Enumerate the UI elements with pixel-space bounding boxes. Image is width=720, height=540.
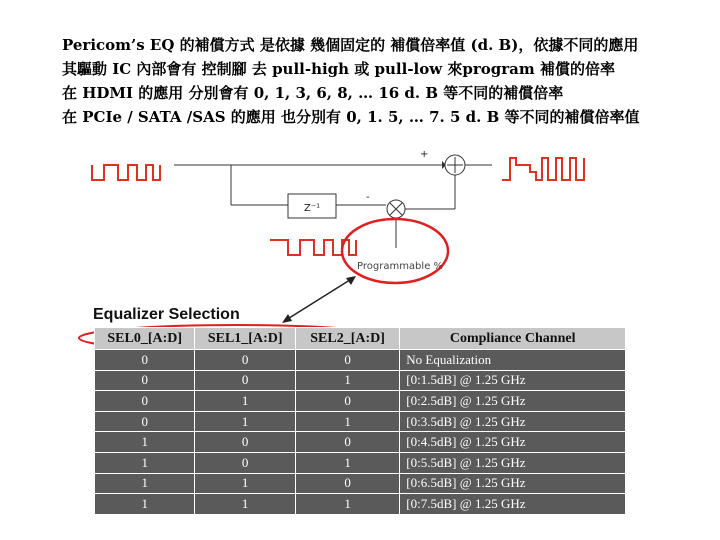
header-compliance-channel: Compliance Channel (400, 328, 626, 350)
table-row (95, 473, 626, 494)
delay-label: Z⁻¹ (304, 203, 321, 214)
table-row (95, 350, 626, 371)
sel0-cell: 0 (95, 370, 195, 391)
sel2-cell: 0 (295, 391, 399, 412)
connector-arrow (286, 278, 353, 320)
highlight-ellipse (342, 219, 448, 283)
table-row (95, 391, 626, 412)
sel1-cell: 0 (195, 452, 295, 473)
plus-sign: + (420, 149, 429, 160)
sel1-cell: 0 (195, 432, 295, 453)
sel1-cell: 1 (195, 391, 295, 412)
sel1-cell: 1 (195, 473, 295, 494)
sel1-cell: 0 (195, 350, 295, 371)
sel0-cell: 1 (95, 473, 195, 494)
connector-arrowhead-top (346, 276, 356, 285)
sel0-cell: 1 (95, 494, 195, 515)
sel0-cell: 0 (95, 391, 195, 412)
table-row (95, 452, 626, 473)
sel2-cell: 0 (295, 350, 399, 371)
sel0-cell: 1 (95, 432, 195, 453)
sel2-cell: 0 (295, 473, 399, 494)
description-line-3: 在 HDMI 的應用 分別會有 0, 1, 3, 6, 8, … 16 d. B 等不同的補償倍率 (62, 84, 564, 102)
channel-cell: [0:4.5dB] @ 1.25 GHz (400, 432, 626, 453)
table-row (95, 370, 626, 391)
connector-arrowhead-bottom (282, 314, 292, 323)
table-row (95, 494, 626, 515)
channel-cell: No Equalization (400, 350, 626, 371)
sel2-cell: 1 (295, 452, 399, 473)
sel1-cell: 0 (195, 370, 295, 391)
channel-cell: [0:7.5dB] @ 1.25 GHz (400, 494, 626, 515)
header-sel0: SEL0_[A:D] (95, 328, 195, 350)
sel0-cell: 1 (95, 452, 195, 473)
table-row (95, 432, 626, 453)
sel1-cell: 1 (195, 494, 295, 515)
channel-cell: [0:3.5dB] @ 1.25 GHz (400, 411, 626, 432)
header-sel2: SEL2_[A:D] (295, 328, 399, 350)
channel-cell: [0:2.5dB] @ 1.25 GHz (400, 391, 626, 412)
table-header-row (95, 328, 626, 350)
channel-cell: [0:5.5dB] @ 1.25 GHz (400, 452, 626, 473)
programmable-label: Programmable % (357, 261, 444, 272)
equalizer-selection-title: Equalizer Selection (93, 306, 240, 323)
sel0-cell: 0 (95, 411, 195, 432)
sel2-cell: 0 (295, 432, 399, 453)
sel0-cell: 0 (95, 350, 195, 371)
sel2-cell: 1 (295, 411, 399, 432)
sel2-cell: 1 (295, 494, 399, 515)
output-waveform (502, 158, 584, 180)
description-line-2: 其驅動 IC 內部會有 控制腳 去 pull-high 或 pull-low 來program 補償的倍率 (62, 60, 615, 78)
minus-sign: - (366, 192, 370, 203)
sel1-cell: 1 (195, 411, 295, 432)
channel-cell: [0:1.5dB] @ 1.25 GHz (400, 370, 626, 391)
sel2-cell: 1 (295, 370, 399, 391)
header-sel1: SEL1_[A:D] (195, 328, 295, 350)
channel-cell: [0:6.5dB] @ 1.25 GHz (400, 473, 626, 494)
description-line-4: 在 PCIe / SATA /SAS 的應用 也分別有 0, 1. 5, … 7. 5 d. B 等不同的補償倍率值 (62, 108, 640, 126)
description-line-1: Pericom’s EQ 的補償方式 是依據 幾個固定的 補償倍率值 (d. B)，依據不同的應用 (62, 36, 639, 54)
input-waveform (92, 165, 160, 180)
equalizer-selection-table (94, 327, 626, 515)
table-row (95, 411, 626, 432)
